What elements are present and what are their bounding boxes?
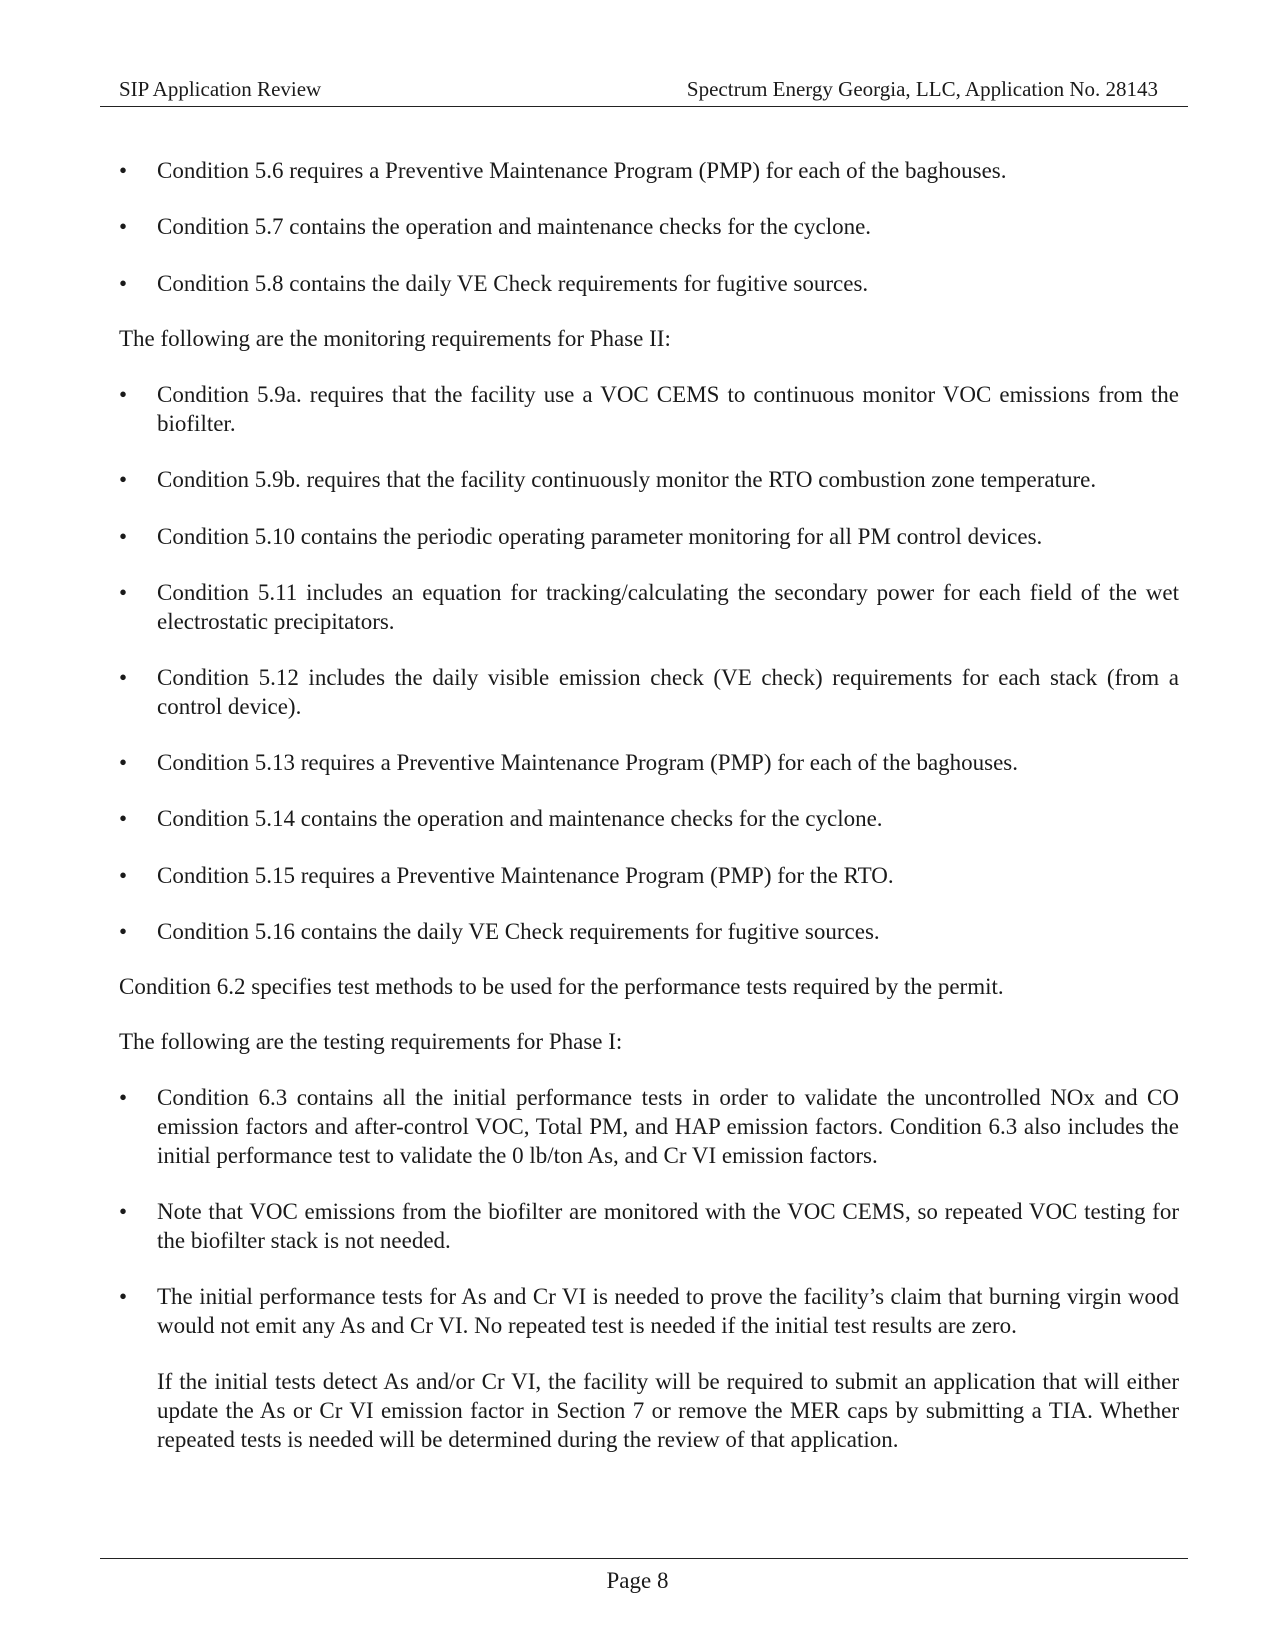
bullet-dot-icon: • — [119, 524, 128, 549]
bullet-dot-icon: • — [119, 214, 128, 239]
bullet-item — [119, 380, 1179, 438]
bullet-dot-icon: • — [119, 863, 128, 888]
bullet-text: Condition 5.10 contains the periodic operating parameter monitoring for all PM control devices. — [157, 524, 1043, 549]
paragraph: The following are the testing requirements for Phase I: — [119, 1029, 623, 1054]
bullet-text: Condition 5.13 requires a Preventive Maintenance Program (PMP) for each of the baghouses. — [157, 750, 1019, 775]
bullet-text: Condition 5.6 requires a Preventive Maintenance Program (PMP) for each of the baghouses. — [157, 158, 1007, 183]
bullet-item — [119, 861, 1179, 890]
bullet-dot-icon: • — [119, 580, 128, 605]
bullet-dot-icon: • — [119, 806, 128, 831]
paragraph: The following are the monitoring requirements for Phase II: — [119, 326, 671, 351]
bullet-dot-icon: • — [119, 271, 128, 296]
footer-rule — [100, 1558, 1188, 1559]
header-document-title: SIP Application Review — [119, 77, 322, 101]
bullet-dot-icon: • — [119, 382, 128, 407]
bullet-item — [119, 748, 1179, 777]
bullet-dot-icon: • — [119, 665, 128, 690]
bullet-text: Condition 5.16 contains the daily VE Check requirements for fugitive sources. — [157, 919, 880, 944]
bullet-text: Condition 6.3 contains all the initial performance tests in order to validate the uncontrolled NOx and CO emission factors and after-control VOC, Total PM, and HAP emission factors. Condition 6.3 also includes the initial performance test to validate the 0 lb/ton As, and Cr VI emission factors. — [157, 1085, 1179, 1168]
bullet-dot-icon: • — [119, 467, 128, 492]
bullet-dot-icon: • — [119, 750, 128, 775]
bullet-text: Condition 5.11 includes an equation for tracking/calculating the secondary power for each field of the wet electrostatic precipitators. — [157, 580, 1179, 634]
bullet-item — [119, 578, 1179, 636]
page-body — [119, 156, 1179, 1454]
bullet-text: Condition 5.9b. requires that the facility continuously monitor the RTO combustion zone temperature. — [157, 467, 1097, 492]
bullet-text: Condition 5.15 requires a Preventive Maintenance Program (PMP) for the RTO. — [157, 863, 894, 888]
bullet-text: Condition 5.8 contains the daily VE Check requirements for fugitive sources. — [157, 271, 869, 296]
bullet-dot-icon: • — [119, 919, 128, 944]
bullet-item — [119, 917, 1179, 946]
bullet-dot-icon: • — [119, 1199, 128, 1224]
bullet-item — [119, 269, 1179, 298]
page-header — [100, 72, 1188, 107]
bullet-text: Condition 5.9a. requires that the facility use a VOC CEMS to continuous monitor VOC emissions from the biofilter. — [157, 382, 1179, 436]
page-number: Page 8 — [606, 1568, 669, 1593]
bullet-continuation-paragraph: If the initial tests detect As and/or Cr VI, the facility will be required to submit an application that will either update the As or Cr VI emission factor in Section 7 or remove the MER caps by submitting a TIA. Whether repeated tests is needed will be determined during the review of that application. — [157, 1369, 1179, 1452]
bullet-text: Condition 5.12 includes the daily visible emission check (VE check) requirements for each stack (from a control device). — [157, 665, 1179, 719]
bullet-text: Condition 5.14 contains the operation and maintenance checks for the cyclone. — [157, 806, 883, 831]
bullet-dot-icon: • — [119, 158, 128, 183]
bullet-text: Note that VOC emissions from the biofilter are monitored with the VOC CEMS, so repeated VOC testing for the biofilter stack is not needed. — [157, 1199, 1179, 1253]
bullet-dot-icon: • — [119, 1284, 128, 1309]
bullet-item — [119, 1197, 1179, 1255]
bullet-item — [119, 465, 1179, 494]
bullet-item — [119, 156, 1179, 185]
bullet-text: The initial performance tests for As and Cr VI is needed to prove the facility’s claim that burning virgin wood would not emit any As and Cr VI. No repeated test is needed if the initial test results are zero. — [157, 1284, 1179, 1338]
bullet-dot-icon: • — [119, 1085, 128, 1110]
header-application-ref: Spectrum Energy Georgia, LLC, Application No. 28143 — [686, 77, 1158, 101]
bullet-item — [119, 804, 1179, 833]
bullet-item — [119, 1282, 1179, 1340]
bullet-item — [119, 522, 1179, 551]
bullet-item — [119, 212, 1179, 241]
bullet-item — [119, 1083, 1179, 1170]
bullet-text: Condition 5.7 contains the operation and maintenance checks for the cyclone. — [157, 214, 872, 239]
paragraph: Condition 6.2 specifies test methods to be used for the performance tests required by the permit. — [119, 974, 1004, 999]
bullet-item — [119, 663, 1179, 721]
